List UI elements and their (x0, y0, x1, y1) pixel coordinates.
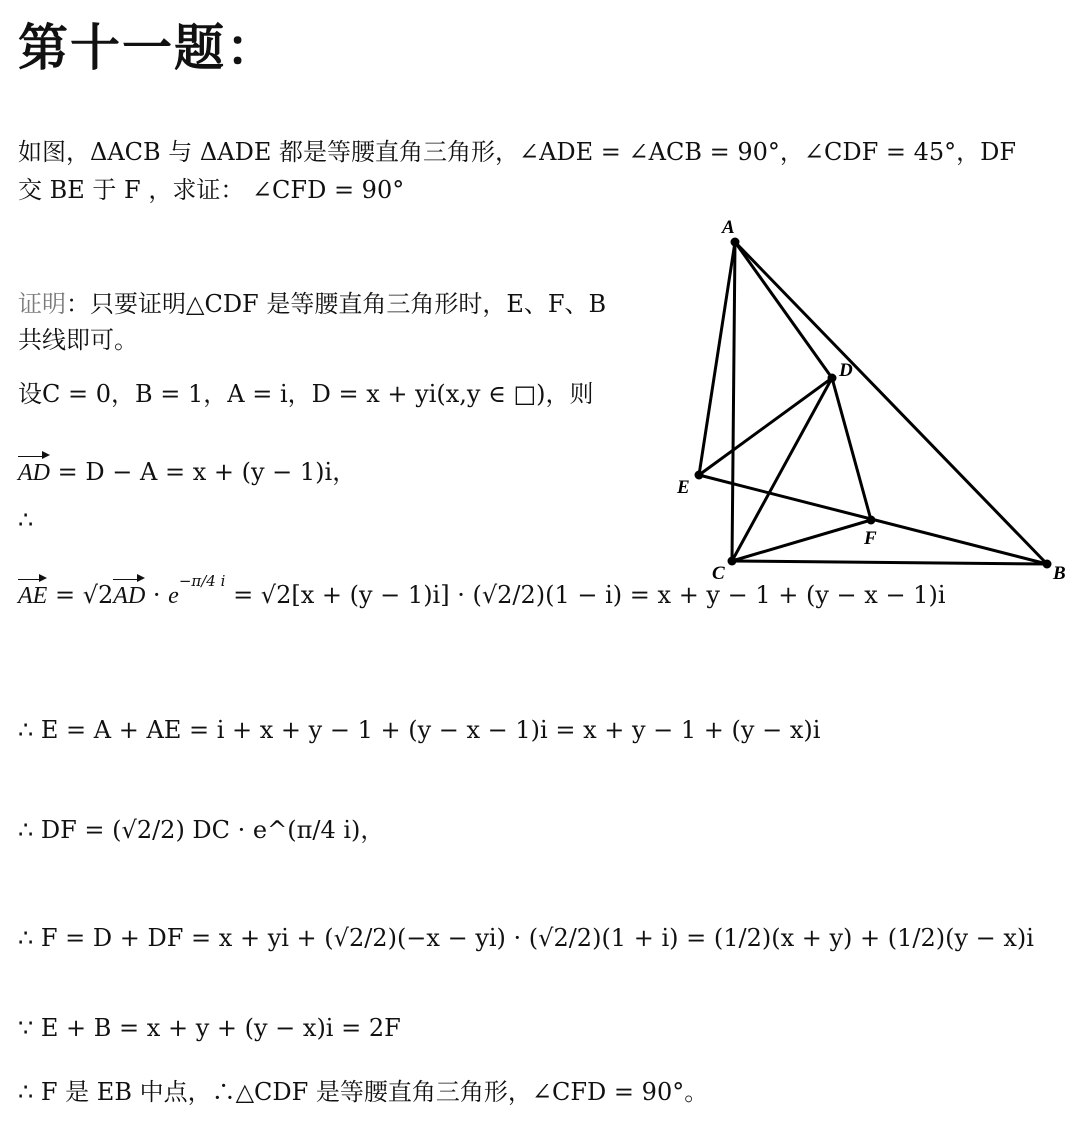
ae-vector-line: AE = $√2AD \cdot e^{-\pi/4 i} = √2[x + (y - 1)i] \cdot (√2/2)(1 - i) = x + y - 1 + (y - x - 1)i$ (18, 572, 946, 609)
setup-line: 设C = 0，B = 1，A = i，D = x + yi(x,y ∈ □)，则 (18, 380, 594, 408)
segment-ae (699, 242, 735, 475)
label-d: D (839, 360, 853, 381)
figure-segments (699, 242, 1047, 564)
point-c (728, 557, 737, 566)
ad-vector: AD (18, 460, 50, 486)
conclusion-line: ∴ F 是 EB 中点，∴△CDF 是等腰直角三角形，∠CFD = 90°。 (18, 1078, 709, 1106)
proof-intro-line-1 (18, 284, 606, 319)
label-b: B (1053, 563, 1066, 584)
e-point-line: ∴ E = A + AE = i + x + y − 1 + (y − x − 1)i = x + y − 1 + (y − x)i (18, 716, 821, 744)
geometry-figure (675, 215, 1075, 615)
segment-df (832, 378, 871, 520)
segment-ab (735, 242, 1047, 564)
problem-statement-line-2: 交 BE 于 F ，求证： ∠CFD = 90° (18, 176, 405, 204)
point-a (731, 238, 740, 247)
proof-intro-line-2: 共线即可。 (18, 326, 138, 354)
ad-vector-2: AD (113, 583, 146, 609)
label-f: F (864, 528, 877, 549)
f-point-line: ∴ F = D + DF = x + yi + (√2/2)(−x − yi) · (√2/2)(1 + i) = (1/2)(x + y) + (1/2)(y − x)i (18, 924, 1034, 952)
therefore-symbol: ∴ (18, 506, 34, 534)
problem-title: 第十一题： (18, 19, 278, 77)
because-line: ∵ E + B = x + y + (y − x)i = 2F (18, 1014, 401, 1042)
proof-intro-text: ：只要证明△CDF 是等腰直角三角形时，E、F、B (66, 290, 607, 318)
ad-vector-expression: = D − A = x + (y − 1)i， (57, 458, 357, 486)
proof-label: 证明 (18, 290, 66, 318)
figure-points (695, 238, 1052, 569)
point-e (695, 471, 704, 480)
segment-dc (732, 378, 832, 561)
point-f (867, 516, 876, 525)
segment-de (699, 378, 832, 475)
label-c: C (712, 563, 725, 584)
ad-vector-line (18, 452, 356, 487)
ae-vector: AE (18, 583, 48, 609)
label-e: E (677, 477, 690, 498)
point-b (1043, 560, 1052, 569)
segment-cf (732, 520, 871, 561)
point-d (828, 374, 837, 383)
ae-exponent: −π/4 i (178, 572, 226, 590)
ae-rest: = √2[x + (y − 1)i] · (√2/2)(1 − i) = x + y − 1 + (y − x − 1)i (233, 581, 946, 609)
df-vector-line: ∴ DF = (√2/2) DC · e^(π/4 i)， (18, 816, 385, 844)
segment-cb (732, 561, 1047, 564)
segment-ac (732, 242, 735, 561)
ae-mid: = √2 (54, 581, 114, 609)
segment-ad (735, 242, 832, 378)
problem-statement-line-1: 如图，ΔACB 与 ΔADE 都是等腰直角三角形，∠ADE = ∠ACB = 90°，∠CDF = 45°，DF (18, 138, 1017, 166)
label-a: A (722, 217, 735, 238)
